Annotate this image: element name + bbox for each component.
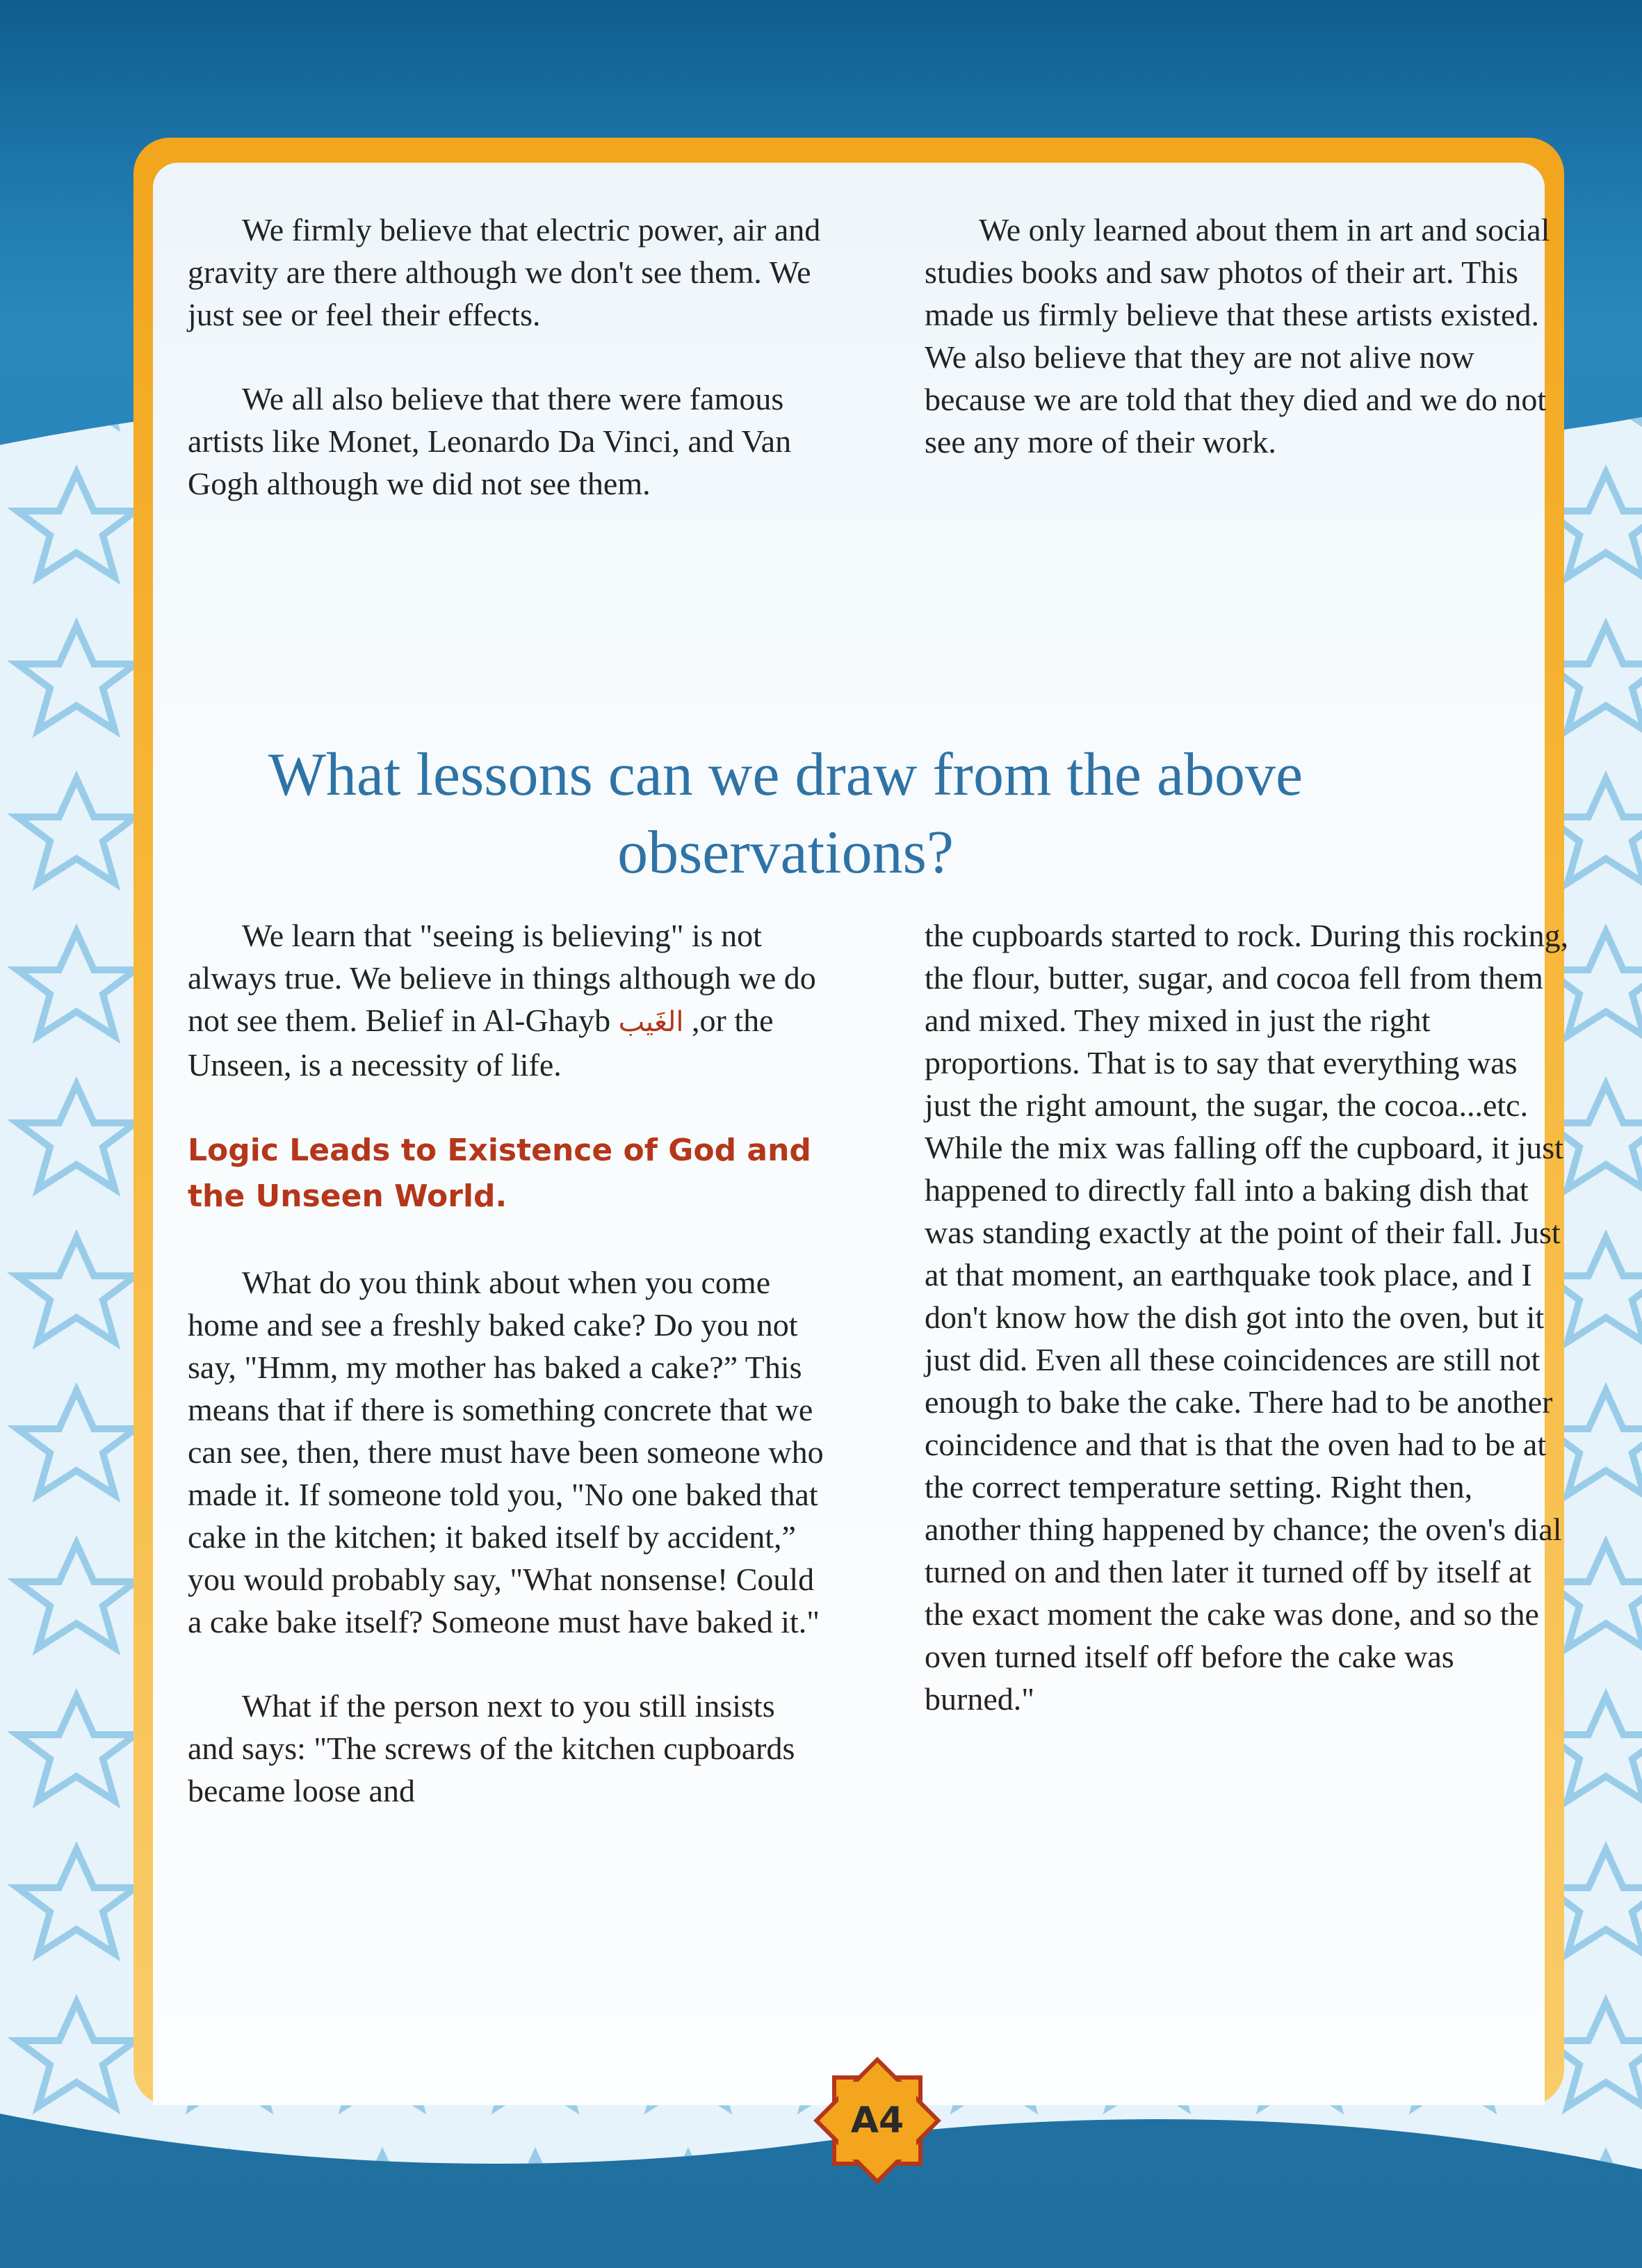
- paragraph: We firmly believe that electric power, air and gravity are there although we don't see them. We just see or feel their effects.: [188, 212, 821, 332]
- paragraph-text: ,or the Unseen, is a necessity of life.: [188, 1003, 774, 1083]
- paragraph: the cupboards started to rock. During this rocking, the flour, butter, sugar, and cocoa fell from them and mixed. They mixed in just the right proportions. That is to say that everything was just the right amount, the sugar, the cocoa...etc. While the mix was falling off the cupboard, it just happened to directly fall into a baking dish that was standing exactly at the point of their fall. Just at that moment, an earthquake took place, and I don't know how the dish got into the oven, but it just did. Even all these coincidences are still not enough to bake the cake. There had to be another coincidence and that is that the oven had to be at the correct temperature setting. Right then, another thing happened by chance; the oven's dial turned on and then later it turned off by itself at the exact moment the cake was done, and so the oven turned itself off before the cake was burned.": [925, 918, 1569, 1717]
- paragraph: We only learned about them in art and social studies books and saw photos of their art. This made us firmly believe that these artists existed. We also believe that they are not alive now because we are told that they died and we do not see any more of their work.: [925, 212, 1550, 460]
- top-right-column: [925, 209, 1564, 505]
- page-number: A4: [850, 2100, 904, 2141]
- subheading: Logic Leads to Existence of God and the Unseen World.: [188, 1133, 811, 1214]
- paragraph: What if the person next to you still insists and says: "The screws of the kitchen cupboards became loose and: [188, 1688, 795, 1808]
- top-left-column: [188, 209, 827, 546]
- paragraph: What do you think about when you come home and see a freshly baked cake? Do you not say, "Hmm, my mother has baked a cake?” This means that if there is something concrete that we can see, then, there must have been someone who made it. If someone told you, "No one baked that cake in the kitchen; it baked itself by accident,” you would probably say, "What nonsense! Could a cake bake itself? Someone must have baked it.": [188, 1265, 824, 1639]
- bottom-right-column: [925, 914, 1571, 1762]
- bottom-left-column: [188, 914, 827, 1854]
- section-heading: What lessons can we draw from the above observations?: [268, 740, 1303, 886]
- arabic-term: الغَيب: [618, 1006, 684, 1038]
- paragraph: We all also believe that there were famous artists like Monet, Leonardo Da Vinci, and Van Gogh although we did not see them.: [188, 381, 792, 501]
- paragraph: [188, 914, 827, 1086]
- paragraph-text: We learn that "seeing is believing" is not always true. We believe in things although we do not see them. Belief in Al-Ghayb: [188, 918, 816, 1038]
